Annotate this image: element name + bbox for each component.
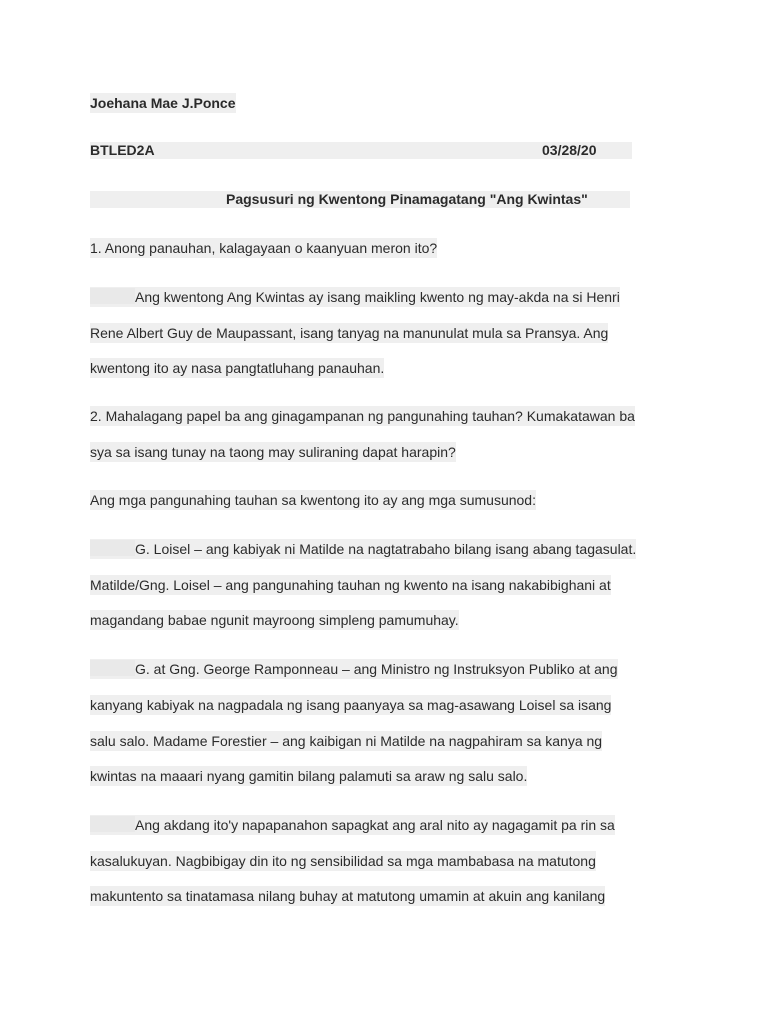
paragraph-5-line-1 (90, 815, 615, 835)
paragraph-3-line-2: Matilde/Gng. Loisel – ang pangunahing tauhan ng kwento na isang nakabibighani at (90, 577, 611, 593)
paragraph-4-line-3: salu salo. Madame Forestier – ang kaibigan ni Matilde na nagpahiram sa kanya ng (90, 733, 603, 749)
question-2-line-2: sya sa isang tunay na taong may suliraning dapat harapin? (90, 444, 456, 460)
question-2-line-1: 2. Mahalagang papel ba ang ginagampanan ng pangunahing tauhan? Kumakatawan ba (90, 408, 635, 424)
paragraph-5-line-2: kasalukuyan. Nagbibigay din ito ng sensibilidad sa mga mambabasa na matutong (90, 853, 596, 869)
document-title: Pagsusuri ng Kwentong Pinamagatang "Ang Kwintas" (226, 191, 588, 207)
paragraph-1-line-1-text: Ang kwentong Ang Kwintas ay isang maikling kwento ng may-akda na si Henri (135, 289, 620, 305)
paragraph-1-line-1 (90, 287, 620, 307)
paragraph-3-line-1-text: G. Loisel – ang kabiyak ni Matilde na nagtatrabaho bilang isang abang tagasulat. (135, 541, 637, 557)
paragraph-1-line-3: kwentong ito ay nasa pangtatluhang panauhan. (90, 360, 385, 376)
paragraph-5-line-3: makuntento sa tinatamasa nilang buhay at matutong umamin at akuin ang kanilang (90, 888, 606, 904)
header-row (90, 142, 632, 159)
question-1: 1. Anong panauhan, kalagayaan o kaanyuan meron ito? (90, 240, 438, 256)
section-code: BTLED2A (90, 142, 155, 158)
author-name: Joehana Mae J.Ponce (90, 95, 236, 111)
paragraph-4-line-1-text: G. at Gng. George Ramponneau – ang Ministro ng Instruksyon Publiko at ang (135, 661, 618, 677)
paragraph-4-line-1 (90, 659, 618, 679)
paragraph-2: Ang mga pangunahing tauhan sa kwentong ito ay ang mga sumusunod: (90, 492, 536, 508)
indent-marker (90, 660, 135, 676)
indent-marker (90, 816, 135, 832)
document-title-row (90, 191, 630, 208)
paragraph-4-line-4: kwintas na maaari nyang gamitin bilang palamuti sa araw ng salu salo. (90, 768, 528, 784)
paragraph-4-line-2: kanyang kabiyak na nagpadala ng isang paanyaya sa mag-asawang Loisel sa isang (90, 697, 612, 713)
paragraph-3-line-1 (90, 539, 636, 559)
indent-marker (90, 288, 135, 304)
date: 03/28/20 (542, 142, 597, 158)
indent-marker (90, 540, 135, 556)
paragraph-5-line-1-text: Ang akdang ito'y napapanahon sapagkat ang aral nito ay nagagamit pa rin sa (135, 817, 615, 833)
paragraph-3-line-3: magandang babae ngunit mayroong simpleng pamumuhay. (90, 612, 459, 628)
paragraph-1-line-2: Rene Albert Guy de Maupassant, isang tanyag na manunulat mula sa Pransya. Ang (90, 325, 609, 341)
